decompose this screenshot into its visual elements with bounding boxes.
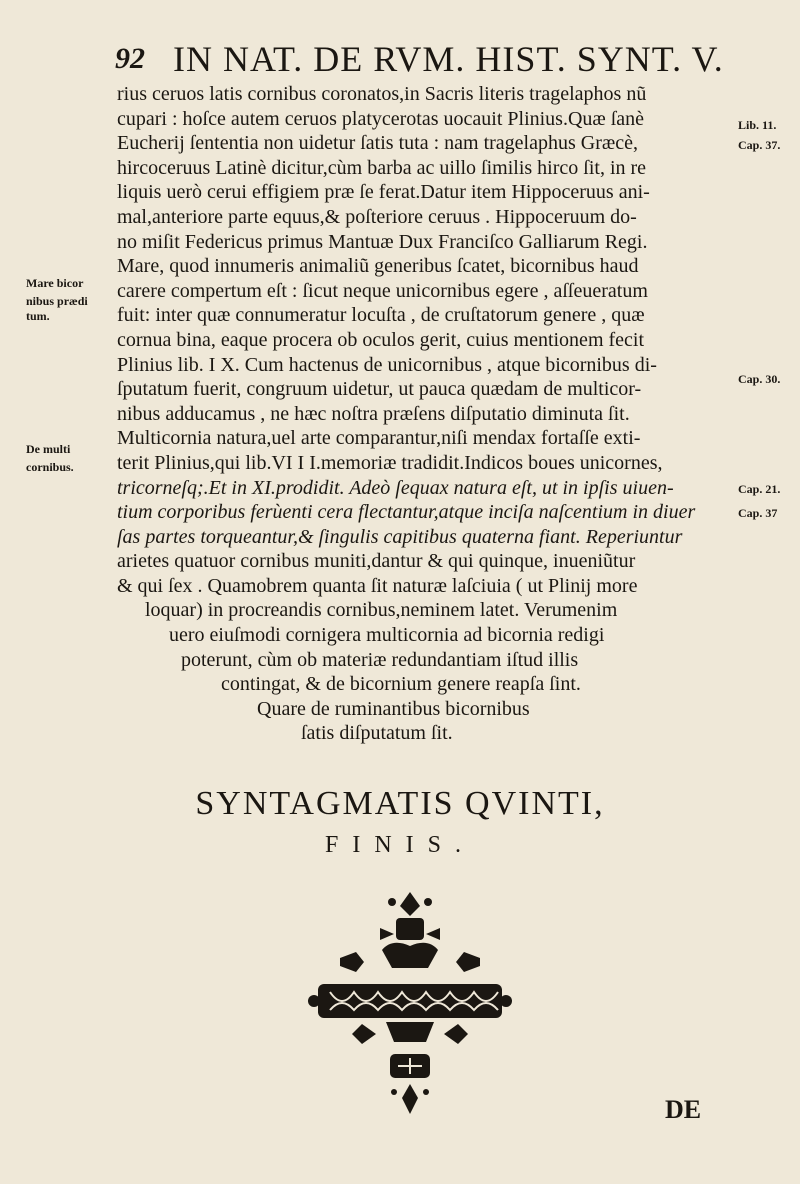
text-line: hircoceruus Latinè dicitur,cùm barba ac uillo ſimilis hirco ſit, in re bbox=[117, 156, 647, 179]
page-number: 92 bbox=[115, 42, 145, 75]
body-text bbox=[117, 82, 737, 746]
section-end-title: SYNTAGMATIS QVINTI, bbox=[195, 785, 605, 822]
margin-note: Cap. 37. bbox=[738, 138, 781, 152]
text-line: cupari : hoſce autem ceruos platycerotas uocauit Plinius.Quæ ſanè bbox=[117, 107, 645, 130]
margin-note: Cap. 30. bbox=[738, 372, 781, 386]
text-line: poterunt, cùm ob materiæ redundantiam iſtud illis bbox=[181, 648, 579, 671]
running-head: IN NAT. DE RVM. HIST. SYNT. V. bbox=[173, 39, 724, 79]
margin-note: tum. bbox=[26, 309, 50, 323]
margin-note: Cap. 21. bbox=[738, 482, 781, 496]
text-line: Quare de ruminantibus bicornibus bbox=[257, 697, 530, 720]
margin-note: cornibus. bbox=[26, 460, 74, 474]
margin-note: Mare bicor bbox=[26, 276, 84, 290]
text-line: nibus adducamus , ne hæc noſtra præſens diſputatio diminuta ſit. bbox=[117, 402, 630, 425]
text-line: liquis uerò cerui effigiem præ ſe ferat.Datur item Hippoceruus ani- bbox=[117, 181, 650, 204]
text-line: carere compertum eſt : ſicut neque unicornibus egere , aſſeueratum bbox=[117, 279, 648, 302]
text-line: cornua bina, eaque procera ob oculos gerit, cuius mentionem fecit bbox=[117, 328, 645, 351]
catchword: DE bbox=[665, 1095, 702, 1124]
text-line: Mare, quod innumeris animaliũ generibus ſcatet, bicornibus haud bbox=[117, 255, 639, 278]
printers-ornament-icon bbox=[300, 888, 520, 1118]
text-line: ſatis diſputatum ſit. bbox=[301, 722, 453, 745]
text-line: Plinius lib. I X. Cum hactenus de unicornibus , atque bicornibus di- bbox=[117, 353, 657, 376]
margin-note: Lib. 11. bbox=[738, 118, 777, 132]
text-line-italic: ſas partes torqueantur,& ſingulis capitibus quaterna fiant. Reperiuntur bbox=[117, 525, 683, 548]
text-line: arietes quatuor cornibus muniti,dantur & qui quinque, inueniũtur bbox=[117, 550, 636, 573]
margin-note: nibus prædi bbox=[26, 294, 88, 308]
text-line: mal,anteriore parte equus,& poſteriore ceruus . Hippoceruum do- bbox=[117, 205, 637, 228]
text-line: contingat, & de bicornium genere reapſa ſint. bbox=[221, 673, 581, 696]
margin-note: Cap. 37 bbox=[738, 506, 778, 520]
text-line: rius ceruos latis cornibus coronatos,in Sacris literis tragelaphos nũ bbox=[117, 83, 647, 105]
text-line-italic: tricorneſq;.Et in XI.prodidit. Adeò ſequax natura eſt, ut in ipſis uiuen- bbox=[117, 476, 674, 499]
text-line: no miſit Federicus primus Mantuæ Dux Franciſco Galliarum Regi. bbox=[117, 230, 648, 253]
page-header bbox=[115, 36, 740, 88]
text-line: fuit: inter quæ connumeratur locuſta , de cruſtatorum genere , quæ bbox=[117, 304, 645, 327]
text-line: uero eiuſmodi cornigera multicornia ad bicornia redigi bbox=[169, 624, 605, 647]
margin-note: De multi bbox=[26, 442, 71, 456]
text-line: terit Plinius,qui lib.VI I I.memoriæ tradidit.Indicos boues unicornes, bbox=[117, 451, 663, 474]
text-line: loquar) in procreandis cornibus,neminem latet. Verumenim bbox=[145, 599, 618, 622]
text-line: Multicornia natura,uel arte comparantur,niſi mendax fortaſſe exti- bbox=[117, 427, 641, 450]
section-end-subtitle: FINIS. bbox=[324, 832, 475, 858]
text-line-italic: tium corporibus ferùenti cera flectantur,atque inciſa naſcentium in diuer bbox=[117, 501, 696, 524]
text-line: & qui ſex . Quamobrem quanta ſit naturæ laſciuia ( ut Plinij more bbox=[117, 574, 638, 597]
text-line: Eucherij ſententia non uidetur ſatis tuta : nam tragelaphus Græcè, bbox=[117, 132, 638, 155]
text-line: ſputatum fuerit, congruum uidetur, ut pauca quædam de multicor- bbox=[117, 378, 642, 401]
